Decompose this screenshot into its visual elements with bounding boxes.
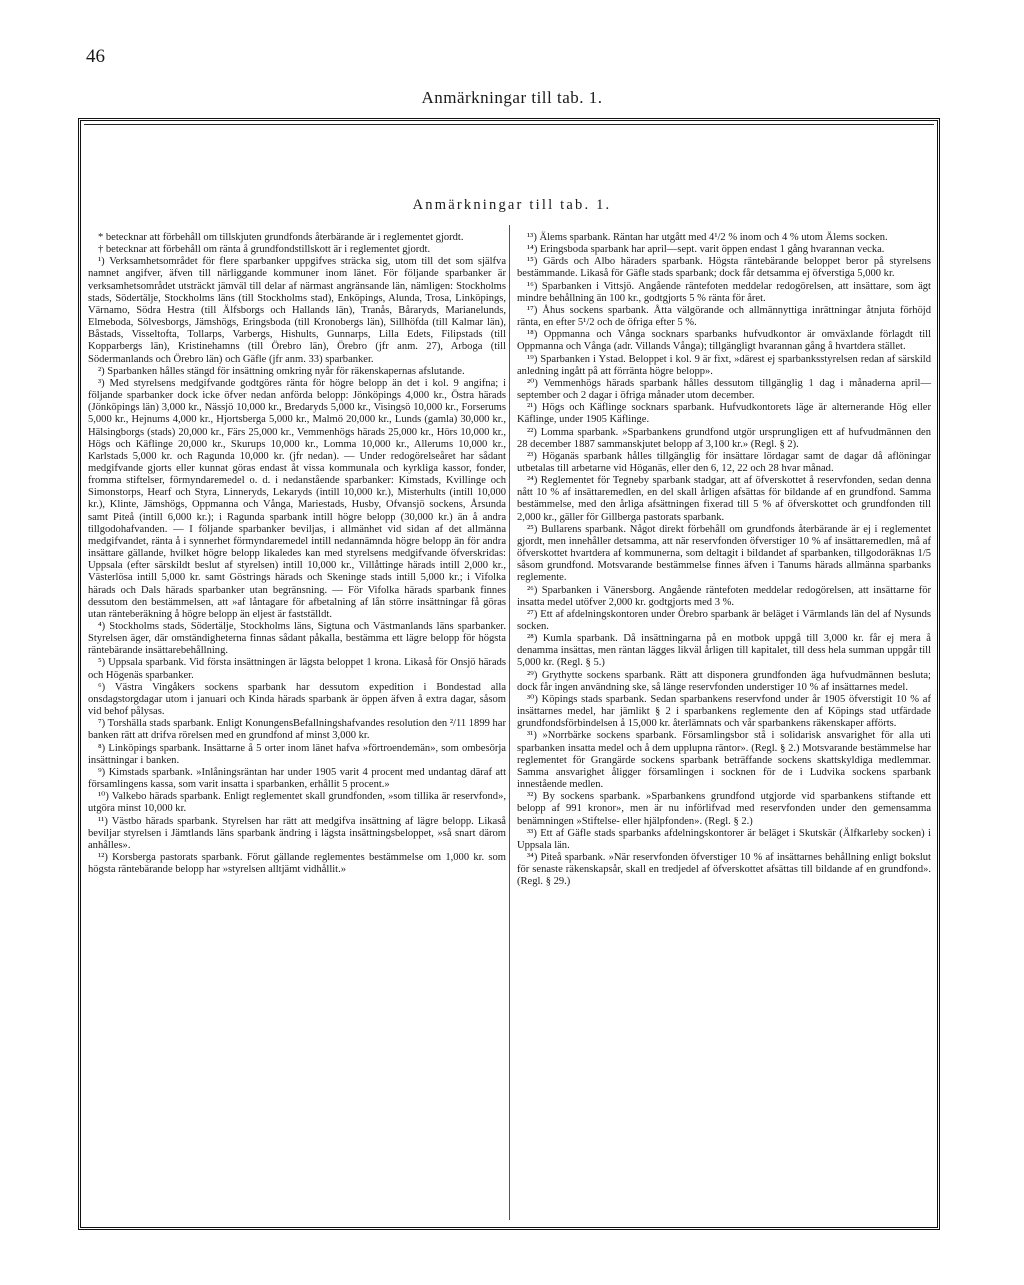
note-30: ³⁰) Köpings stads sparbank. Sedan sparbankens reservfond under år 1905 öfverstigit 10 % af insättarnes medel, har jämlikt § 2 i sparbankens reglemente den af Köpings stad utfärdade grundfondsförbindelsen å 15,000 kr. återlämnats och vår sparbankens räkenskaper afförts. <box>517 693 931 730</box>
note-3: ³) Med styrelsens medgifvande godtgöres ränta för högre belopp än det i kol. 9 angifna; i följande sparbanker dock icke öfver nedan anförda belopp: Jönköpings 4,000 kr., Östra härads (Jönköpings län) 3,000 kr., Nässjö 10,000 kr., Bredaryds 5,000 kr., Visingsö 10,000 kr., Forserums 5,000 kr., Hejnums 4,000 kr., Hjortsberga 5,000 kr., Malmö 20,000 kr., Lunds (gamla) 30,000 kr., Hälsingborgs (stads) 20,000 kr., Färs 25,000 kr., Vemmenhögs härads 25,000 kr., Hörs 10,000 kr., Högs och Käflinge 20,000 kr., Skurups 10,000 kr., Lomma 10,000 kr., Allerums 10,000 kr., Karlstads 5,000 kr. och Ragunda 10,000 kr. (jfr nedan). — Under redogörelseåret har sådant medgifvande gjorts eller kunnat göras endast åt vissa kommunala och kyrkliga kassor, fonder, fromma stiftelser, förmyndaremedel o. d. i nedanstående sparbanker: Kimstads, Kvillinge och Simonstorps, Hearf och Styra, Linneryds, Lekaryds (intill 10,000 kr.), Misterhults (intill 10,000 kr.), Klinte, Jämshögs, Oppmanna och Vånga, Mariestads, Husby, Ofvansjö sockens, Årsunda samt Piteå (intill 6,000 kr.); i Ragunda sparbank intill högre belopp (30,000 kr.) än å andra tillgodohafvanden. — I följande sparbanker beviljas, i allmänhet vid sidan af det allmänna medgifvandet, ränta å i synnerhet förmyndaremedel intill nedannämnda högre belopp än för andra insättare gällande, hvilket högre belopp likaledes kan med styrelsens medgifvande öfverskridas: Uppsala (efter särskildt beslut af styrelsen) intill 10,000 kr., Villåttinge härads intill 2,000 kr., Västerlösa intill 5,000 kr. samt Göstrings härads och Skeninge stads intill 5,000 kr.; i Vifolka härads och Dals härads sparbanker utan begränsning. — För Vifolka härads sparbank finnes dessutom den bestämmelsen, att »af låntagare för afbetalning af lån större insättningar få göras utan ränteberäkning å högre belopp än eljest är fastställdt. <box>88 377 506 620</box>
note-24: ²⁴) Reglementet för Tegneby sparbank stadgar, att af öfverskottet å reservfonden, sedan denna nått 10 % af insättaremedlen, en del skall årligen afsättas för bildande af en grundfond. Samma bestämmelse, med den årliga afsättningen fixerad till 5 % af öfverskottet och grundfonden till 2,000 kr., gäller för Gillberga pastorats sparbank. <box>517 475 931 523</box>
column-divider <box>509 225 510 1220</box>
note-10: ¹⁰) Valkebo härads sparbank. Enligt reglementet skall grundfonden, »som tillika är reservfond», utgöra minst 10,000 kr. <box>88 791 506 815</box>
note-26: ²⁶) Sparbanken i Vänersborg. Angående räntefoten meddelar redogörelsen, att insättarne för insatta medel utöfver 2,000 kr. godtgjorts med 3 %. <box>517 584 931 608</box>
note-20: ²⁰) Vemmenhögs härads sparbank hålles dessutom tillgänglig 1 dag i månaderna april—september och 2 dagar i öfriga månader utom december. <box>517 377 931 402</box>
note-14: ¹⁴) Eringsboda sparbank har april—sept. varit öppen endast 1 gång hvarannan vecka. <box>527 244 885 256</box>
note-6: ⁶) Västra Vingåkers sockens sparbank har dessutom expedition i Bondestad alla onsdagstorgdagar utom i januari och Kinda härads sparbank är öppen äfven å extra dagar, såsom vid behof pålysas. <box>88 681 506 718</box>
note-5: ⁵) Uppsala sparbank. Vid första insättningen är lägsta beloppet 1 krona. Likaså för Onsjö härads och Högenäs sparbanker. <box>88 657 506 681</box>
note-25: ²⁵) Bullarens sparbank. Något direkt förbehåll om grundfonds återbärande är ej i reglementet gjordt, men innehåller detsamma, att när reservfonden öfverstiger 10 % af insättaremedlen, må af öfverskottet hvartdera af kommunerna, som deltagit i bildandet af sparbanken, tillgodoräknas 1/5 såsom grundfond. Motsvarande bestämmelse finnes äfven i Tanums härads allmänna sparbanks reglemente. <box>517 523 931 584</box>
note-dagger: † betecknar att förbehåll om ränta å grundfondstillskott är i reglementet gjordt. <box>98 244 431 256</box>
notes-column-right <box>517 232 931 888</box>
note-11: ¹¹) Västbo härads sparbank. Styrelsen har rätt att medgifva insättning af lägre belopp. Likaså beviljar styrelsen i Jämtlands läns sparbank ändring i lägsta insättningsbeloppet, »så snart därom anhålles». <box>88 815 506 851</box>
note-21: ²¹) Högs och Käflinge socknars sparbank. Hufvudkontorets läge är alternerande Hög eller Käflinge, under 1905 Käflinge. <box>517 402 931 426</box>
note-13: ¹³) Älems sparbank. Räntan har utgått med 4¹/2 % inom och 4 % utom Älems socken. <box>527 232 888 243</box>
section-heading: Anmärkningar till tab. 1. <box>412 197 612 213</box>
page-number: 46 <box>86 46 105 67</box>
note-15: ¹⁵) Gärds och Albo häraders sparbank. Högsta räntebärande beloppet beror på styrelsens bestämmande. Likaså för Gäfle stads sparbank; dock får detsamma ej öfverstiga 5,000 kr. <box>517 256 931 280</box>
note-8: ⁸) Linköpings sparbank. Insättarne å 5 orter inom länet hafva »förtroendemän», som ombesörja insättningar i banken. <box>88 742 506 766</box>
note-7: ⁷) Torshälla stads sparbank. Enligt KonungensBefallningshafvandes resolution den ²/11 1899 har banken rätt att drifva rörelsen med en grundfond af minst 3,000 kr. <box>88 718 506 742</box>
note-12: ¹²) Korsberga pastorats sparbank. Förut gällande reglementes bestämmelse om 1,000 kr. som högsta räntebärande belopp har »styrelsen alltjämt vidhållit.» <box>88 851 506 876</box>
note-29: ²⁹) Grythytte sockens sparbank. Rätt att disponera grundfonden äga hufvudmännen besluta; dock får ingen användning ske, så länge reservfonden understiger 10 % af insättarnes medel. <box>517 669 931 693</box>
note-19: ¹⁹) Sparbanken i Ystad. Beloppet i kol. 9 är fixt, »därest ej sparbanksstyrelsen redan af särskild anledning ingått på att förränta högre belopp». <box>517 353 931 377</box>
note-16: ¹⁶) Sparbanken i Vittsjö. Angående räntefoten meddelar redogörelsen, att insättare, som ägt mindre behållning än 100 kr., godtgjorts 5 % ränta för året. <box>517 280 931 304</box>
note-27: ²⁷) Ett af afdelningskontoren under Örebro sparbank är beläget i Värmlands län del af Nysunds socken. <box>517 608 931 632</box>
note-4: ⁴) Stockholms stads, Södertälje, Stockholms läns, Sigtuna och Västmanlands läns sparbanker. Styrelsen äger, där omständigheterna finnas sådant påkalla, bestämma ett lägre belopp för högsta räntebärande insättarebehållning. <box>88 621 506 657</box>
note-2: ²) Sparbanken hålles stängd för insättning omkring nyår för räkenskapernas afslutande. <box>98 365 465 377</box>
notes-column-left <box>88 232 506 876</box>
frame-rule <box>84 124 934 125</box>
note-asterisk: * betecknar att förbehåll om tillskjuten grundfonds återbärande är i reglementet gjordt. <box>98 232 464 243</box>
note-9: ⁹) Kimstads sparbank. »Inlåningsräntan har under 1905 varit 4 procent med undantag däraf att församlingens kassa, som varit insatta i sparbanken, erhållit 5 procent.» <box>88 766 506 791</box>
note-34: ³⁴) Piteå sparbank. »När reservfonden öfverstiger 10 % af insättarnes behållning enligt bokslut för senaste räkenskapsår, skall en tredjedel af öfverskottet afsättas till bildande af en grundfond». (Regl. § 29.) <box>517 851 931 888</box>
note-1: ¹) Verksamhetsområdet för flere sparbanker uppgifves sträcka sig, utom till det som själfva namnet angifver, äfven till närliggande kommuner inom länet. För följande sparbanker är verksamhetsområdet utsträckt jämväl till delar af närmast angränsande län, nämligen: Stockholms stads, Södertälje, Stockholms läns (till Stockholms stad), Enköpings, Alunda, Trosa, Linköpings, Värnamo, Södra Hestra (till Älfsborgs och Hallands län), Tranås, Båraryds, Marianelunds, Elmeboda, Sölvesborgs, Jämshögs, Eringsboda (till Kronobergs län), Sillhöfda (till Kalmar län), Båstads, Visseltofta, Tollarps, Varbergs, Hishults, Gunnarps, Lilla Edets, Filipstads (till Kopparbergs län), Kristinehamns (till Örebro län), Örebro (jfr anm. 27), Arboga (till Södermanlands och Örebro län) och Gäfle (jfr anm. 33) sparbanker. <box>88 256 506 365</box>
note-18: ¹⁸) Oppmanna och Vånga socknars sparbanks hufvudkontor är omväxlande förlagdt till Oppmanna och Vånga (adr. Villands Vånga); tillgängligt hvarannan gång å hvartdera stället. <box>517 329 931 353</box>
running-head: Anmärkningar till tab. 1. <box>421 88 603 107</box>
note-22: ²²) Lomma sparbank. »Sparbankens grundfond utgör ursprungligen ett af hufvudmännen den 28 december 1887 sammanskjutet belopp af 3,100 kr.» (Regl. § 2). <box>517 426 931 450</box>
note-32: ³²) By sockens sparbank. »Sparbankens grundfond utgjorde vid sparbankens stiftande ett belopp af 991 kronor», men är nu införlifvad med reservfonden under den gemensamma benämningen »Stiftelse- eller hjälpfonden». (Regl. § 2.) <box>517 791 931 827</box>
note-17: ¹⁷) Åhus sockens sparbank. Åtta välgörande och allmännyttiga inrättningar åtnjuta förhöjd ränta, en efter 5¹/2 och de öfriga efter 5 %. <box>517 304 931 329</box>
note-31: ³¹) »Norrbärke sockens sparbank. Församlingsbor stå i solidarisk ansvarighet för alla uti sparbanken insatta medel och å dem upplupna räntor». (Regl. § 2.) Motsvarande bestämmelse har reglementet för Grangärde sockens sparbank beträffande sockens skattskyldiga medlemmar. Samma ansvarighet åligger församlingen i socknen för de i Ludvika sockens sparbank innestående medlen. <box>517 730 931 791</box>
note-28: ²⁸) Kumla sparbank. Då insättningarna på en motbok uppgå till 3,000 kr. får ej mera å denamma insättas, men räntan lägges likväl årligen till kapitalet, till dess hela summan uppgår till 5,000 kr. (Regl. § 5.) <box>517 633 931 669</box>
note-33: ³³) Ett af Gäfle stads sparbanks afdelningskontorer är beläget i Skutskär (Älfkarleby socken) i Uppsala län. <box>517 827 931 851</box>
note-23: ²³) Höganäs sparbank hålles tillgänglig för insättare lördagar samt de dagar då aflöningar utbetalas till arbetarne vid Höganäs, eller den 6, 12, 22 och 28 hvar månad. <box>517 450 931 474</box>
